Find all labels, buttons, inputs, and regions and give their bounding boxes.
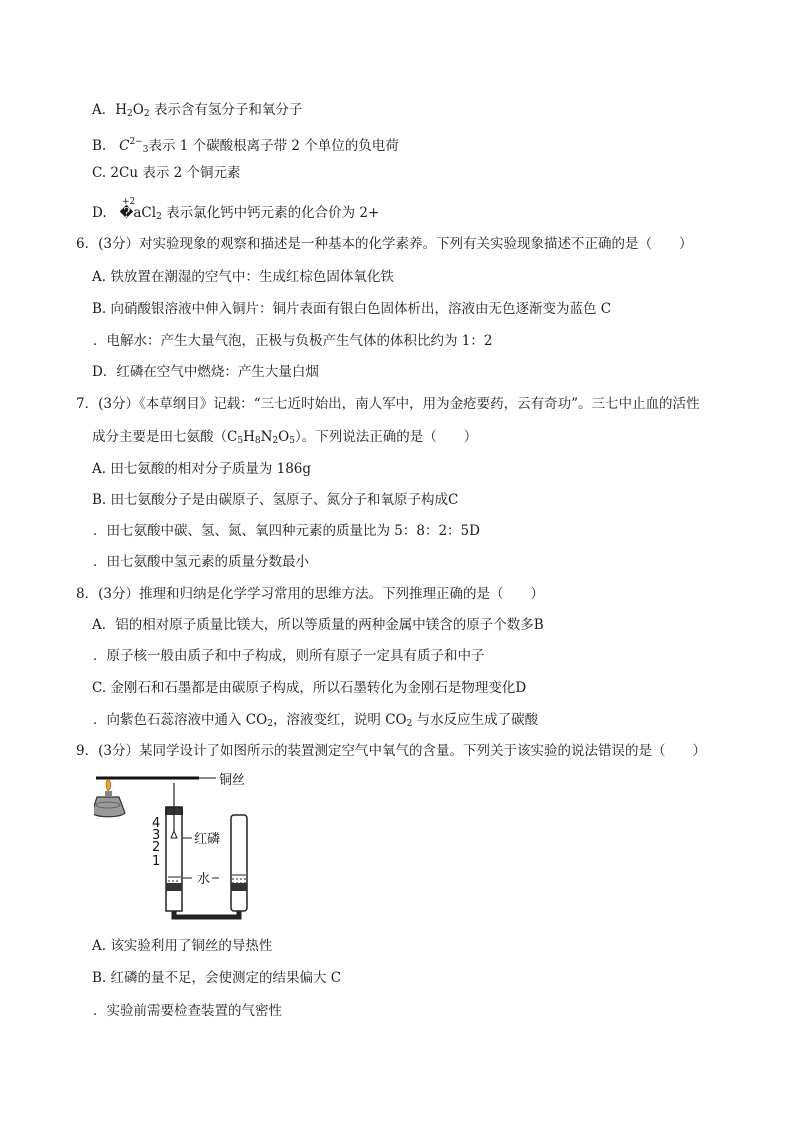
q8-option-b: ．原子核一般由质子和中子构成，则所有原子一定具有质子和中子 — [93, 648, 485, 664]
q6-option-c: ．电解水：产生大量气泡，正极与负极产生气体的体积比约为 1：2 — [93, 333, 493, 349]
label-wire: 铜丝 — [219, 773, 246, 788]
q9-option-c: ．实验前需要检查装置的气密性 — [93, 1003, 282, 1019]
q5-valence-mark: +2 — [122, 197, 136, 207]
q6-option-a: A. 铁放置在潮湿的空气中：生成红棕色固体氧化铁 — [92, 269, 394, 285]
mark-3: 3 — [152, 828, 161, 843]
q5-option-c: C. 2Cu 表示 2 个铜元素 — [92, 165, 241, 181]
q7-option-d: ．田七氨酸中氢元素的质量分数最小 — [93, 554, 309, 570]
label-phosphorus: 红磷 — [194, 832, 221, 847]
q9-option-a: A. 该实验利用了铜丝的导热性 — [92, 938, 273, 954]
apparatus-figure — [94, 771, 334, 921]
q9-option-b: B. 红磷的量不足，会使测定的结果偏大 C — [92, 970, 342, 986]
q7-stem: 7．(3分）《本草纲目》记载：“三七近时始出，南人军中，用为金疮要药，云有奇功”。三七中止血的活性 — [76, 396, 700, 412]
q9-stem: 9．(3分）某同学设计了如图所示的装置测定空气中氧气的含量。下列关于该实验的说法错误的是（ ） — [76, 743, 706, 759]
q8-option-c: C. 金刚石和石墨都是由碳原子构成，所以石墨转化为金刚石是物理变化D — [92, 680, 527, 696]
q6-option-d: D．红磷在空气中燃烧：产生大量白烟 — [92, 364, 319, 380]
q6-stem: 6．(3分）对实验现象的观察和描述是一种基本的化学素养。下列有关实验现象描述不正确的是（ ） — [76, 236, 693, 252]
left-tube — [165, 783, 183, 911]
q7-option-c: ．田七氨酸中碳、氢、氮、氧四种元素的质量比为 5：8：2：5D — [93, 523, 480, 539]
mark-2: 2 — [152, 840, 161, 855]
q5-option-b: B. $C^{2-}_3$表示 1 个碳酸根离子带 2 个单位的负电荷 — [92, 137, 399, 155]
q8-option-a: A．铝的相对原子质量比镁大，所以等质量的两种金属中镁含的原子个数多B — [92, 617, 544, 633]
q8-stem: 8．(3分）推理和归纳是化学学习常用的思维方法。下列推理正确的是（ ） — [76, 586, 544, 602]
mark-4: 4 — [152, 816, 161, 831]
mark-1: 1 — [152, 854, 161, 869]
q7-stem-formula: 成分主要是田七氨酸$(C_5H_8N_2O_5)$。下列说法正确的是（ ） — [92, 429, 478, 446]
q8-option-d: ．向紫色石蕊溶液中通入 $CO_2$，溶液变红，说明 $CO_2$ 与水反应生成了碳酸 — [93, 712, 539, 729]
q6-option-b: B. 向硝酸银溶液中伸入铜片：铜片表面有银白色固体析出，溶液由无色逐渐变为蓝色 C — [92, 301, 612, 317]
alcohol-lamp — [94, 779, 125, 817]
label-water: 水 — [197, 872, 211, 887]
q7-option-b: B. 田七氨酸分子是由碳原子、氢原子、氮分子和氧原子构成C — [92, 492, 459, 508]
right-tube — [231, 815, 247, 911]
rubber-tube — [174, 911, 239, 917]
q7-option-a: A. 田七氨酸的相对分子质量为 186g — [92, 461, 312, 477]
q5-option-d: D. �aCl$_2$ 表示氯化钙中钙元素的化合价为 2+ — [92, 205, 380, 222]
q5-option-a: A．$H_2O_2$ 表示含有氢分子和氧分子 — [92, 102, 303, 119]
